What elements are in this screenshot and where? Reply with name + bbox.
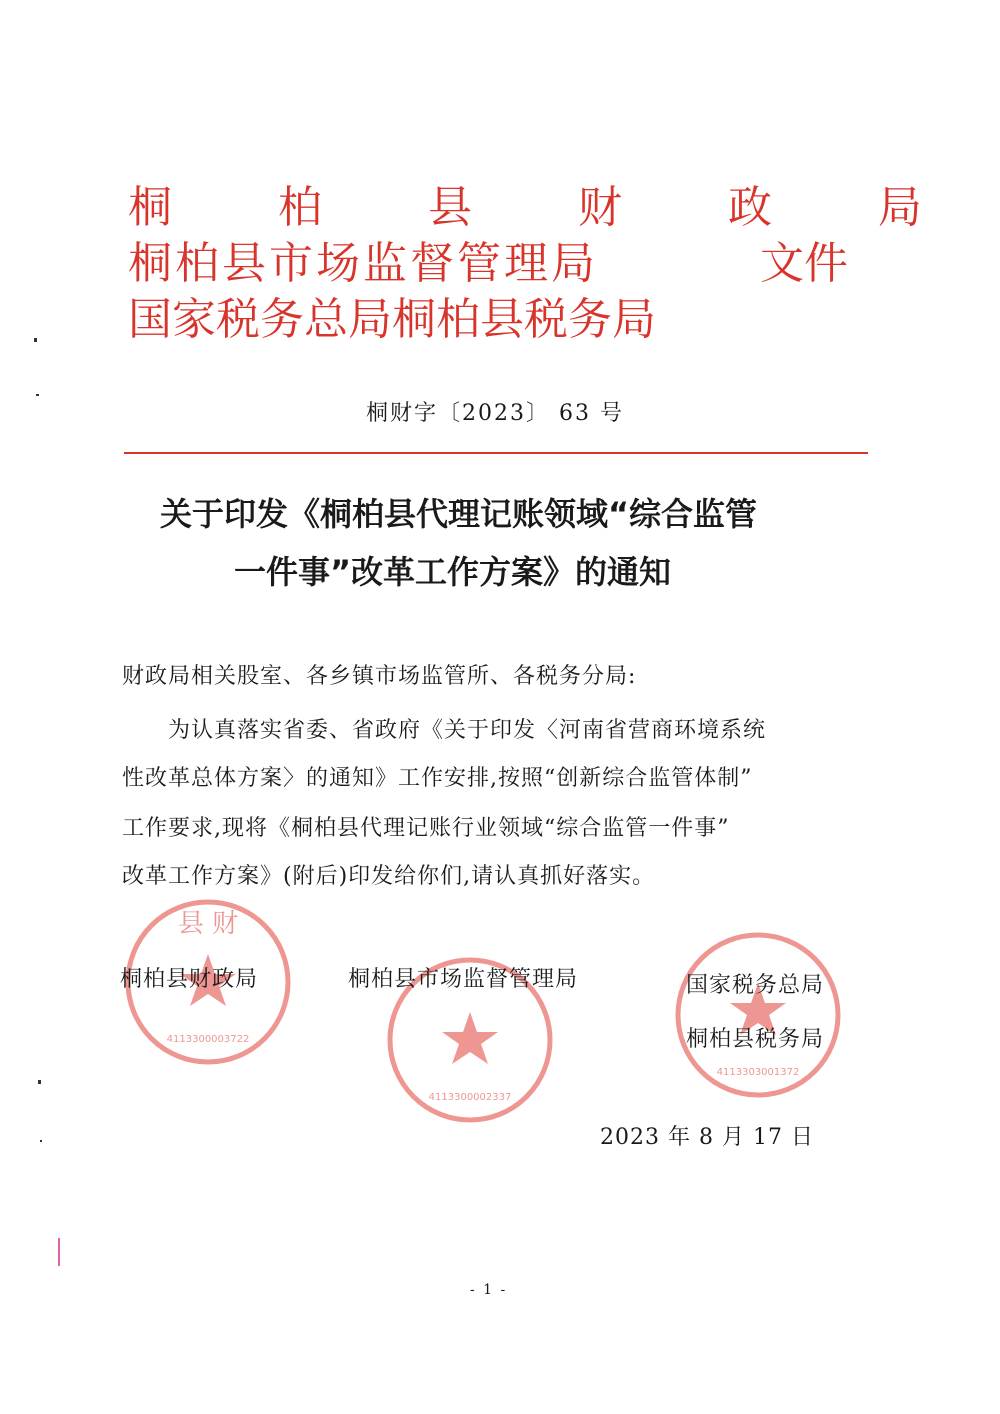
seal-code: 4113300002337	[428, 1092, 512, 1103]
seal-text: 县 财	[177, 909, 239, 939]
signature-tax-bureau-line-2: 桐柏县税务局	[686, 1027, 825, 1052]
scan-artifact	[58, 1238, 60, 1266]
signature-market-supervision: 桐柏县市场监督管理局	[348, 967, 579, 992]
issuer-finance-bureau: 桐 柏 县 财 政 局	[128, 182, 968, 233]
document-number: 桐财字〔2023〕 63 号	[366, 401, 624, 426]
document-title-line-2: 一件事”改革工作方案》的通知	[234, 553, 672, 591]
scan-artifact	[38, 1080, 41, 1084]
issuer-tax-bureau: 国家税务总局桐柏县税务局	[128, 294, 656, 345]
issue-date: 2023 年 8 月 17 日	[600, 1125, 814, 1150]
document-title-line-1: 关于印发《桐柏县代理记账领域“综合监管	[160, 495, 758, 533]
file-label: 文件	[760, 238, 848, 289]
issuer-market-supervision: 桐柏县市场监督管理局	[128, 238, 598, 289]
page-number: - 1 -	[470, 1282, 508, 1298]
scan-artifact	[34, 338, 37, 342]
signature-tax-bureau-line-1: 国家税务总局	[686, 973, 825, 998]
body-line-3: 工作要求,现将《桐柏县代理记账行业领域“综合监管一件事”	[122, 816, 730, 841]
seal-stamp-icon	[668, 925, 848, 1105]
seal-code: 4113300003722	[166, 1034, 250, 1045]
red-divider	[124, 452, 868, 454]
signature-finance-bureau: 桐柏县财政局	[120, 967, 259, 992]
body-line-4: 改革工作方案》(附后)印发给你们,请认真抓好落实。	[122, 864, 656, 889]
seal-code: 4113303001372	[716, 1067, 800, 1078]
body-line-2: 性改革总体方案〉的通知》工作安排,按照“创新综合监管体制”	[122, 766, 753, 791]
scan-artifact	[36, 394, 39, 396]
scan-artifact	[40, 1140, 42, 1142]
salutation: 财政局相关股室、各乡镇市场监管所、各税务分局:	[122, 664, 637, 689]
body-line-1: 为认真落实省委、省政府《关于印发〈河南省营商环境系统	[168, 718, 767, 743]
